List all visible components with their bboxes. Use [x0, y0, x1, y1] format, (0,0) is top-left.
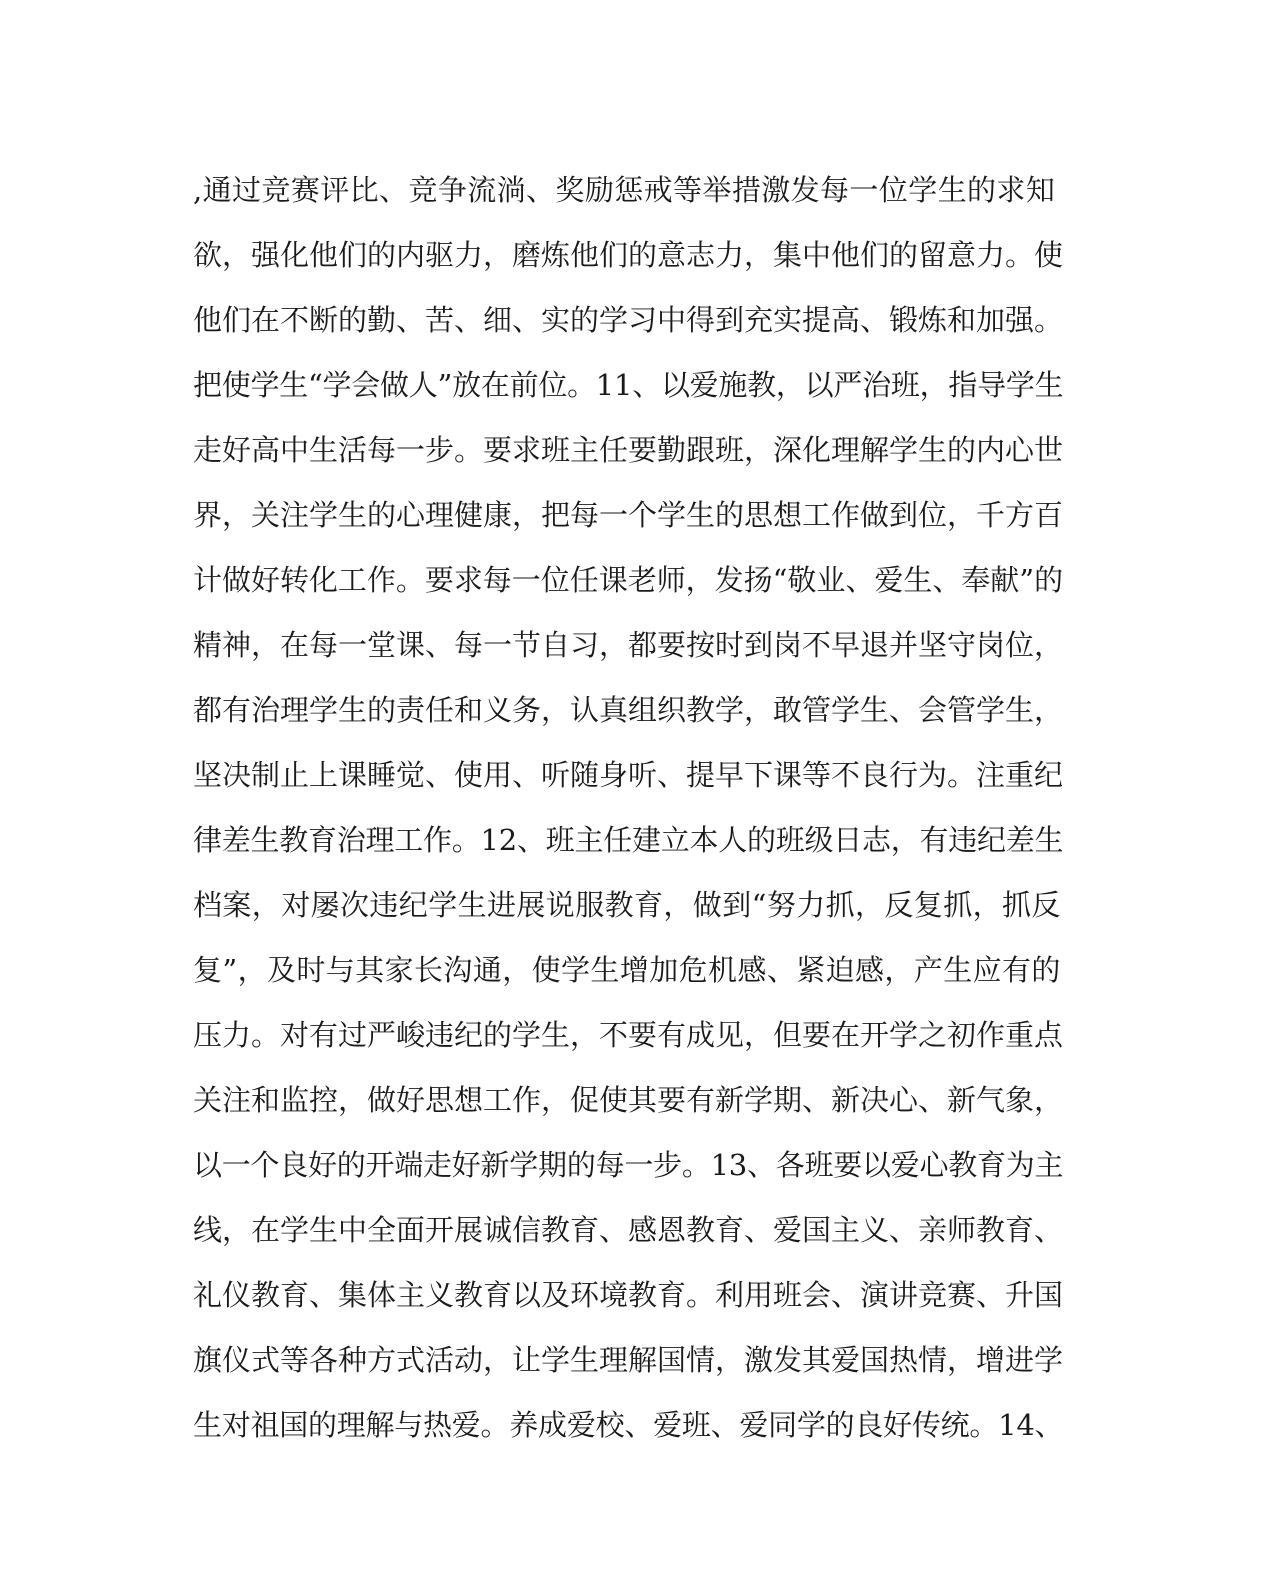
text-line: 把使学生“学会做人”放在前位。11、以爱施教，以严治班，指导学生	[193, 368, 1064, 402]
text-line: 界，关注学生的心理健康，把每一个学生的思想工作做到位，千方百	[193, 498, 1064, 532]
text-line: 坚决制止上课睡觉、使用、听随身听、提早下课等不良行为。注重纪	[193, 758, 1064, 792]
text-line: ,通过竞赛评比、竞争流淌、奖励惩戒等举措激发每一位学生的求知	[193, 173, 1056, 207]
body-text	[193, 158, 1063, 1458]
text-line: 他们在不断的勤、苦、细、实的学习中得到充实提高、锻炼和加强。	[193, 303, 1064, 337]
text-line: 计做好转化工作。要求每一位任课老师，发扬“敬业、爱生、奉献”的	[193, 563, 1064, 597]
text-line: 档案，对屡次违纪学生进展说服教育，做到“努力抓，反复抓，抓反	[193, 888, 1061, 922]
text-line: 走好高中生活每一步。要求班主任要勤跟班，深化理解学生的内心世	[193, 433, 1064, 467]
text-line: 复”，及时与其家长沟通，使学生增加危机感、紧迫感，产生应有的	[193, 953, 1061, 987]
text-line: 欲，强化他们的内驱力，磨炼他们的意志力，集中他们的留意力。使	[193, 238, 1064, 272]
text-line: 律差生教育治理工作。12、班主任建立本人的班级日志，有违纪差生	[193, 823, 1064, 857]
text-line: 旗仪式等各种方式活动，让学生理解国情，激发其爱国热情，增进学	[193, 1343, 1064, 1377]
text-line: 线，在学生中全面开展诚信教育、感恩教育、爱国主义、亲师教育、	[193, 1213, 1064, 1247]
text-line: 压力。对有过严峻违纪的学生，不要有成见，但要在开学之初作重点	[193, 1018, 1064, 1052]
text-line: 关注和监控，做好思想工作，促使其要有新学期、新决心、新气象，	[193, 1083, 1064, 1117]
text-line: 精神，在每一堂课、每一节自习，都要按时到岗不早退并坚守岗位，	[193, 628, 1064, 662]
text-line: 礼仪教育、集体主义教育以及环境教育。利用班会、演讲竞赛、升国	[193, 1278, 1064, 1312]
text-line: 以一个良好的开端走好新学期的每一步。13、各班要以爱心教育为主	[193, 1148, 1064, 1182]
text-line: 都有治理学生的责任和义务，认真组织教学，敢管学生、会管学生，	[193, 693, 1064, 727]
text-line: 生对祖国的理解与热爱。养成爱校、爱班、爱同学的良好传统。14、	[193, 1408, 1064, 1442]
